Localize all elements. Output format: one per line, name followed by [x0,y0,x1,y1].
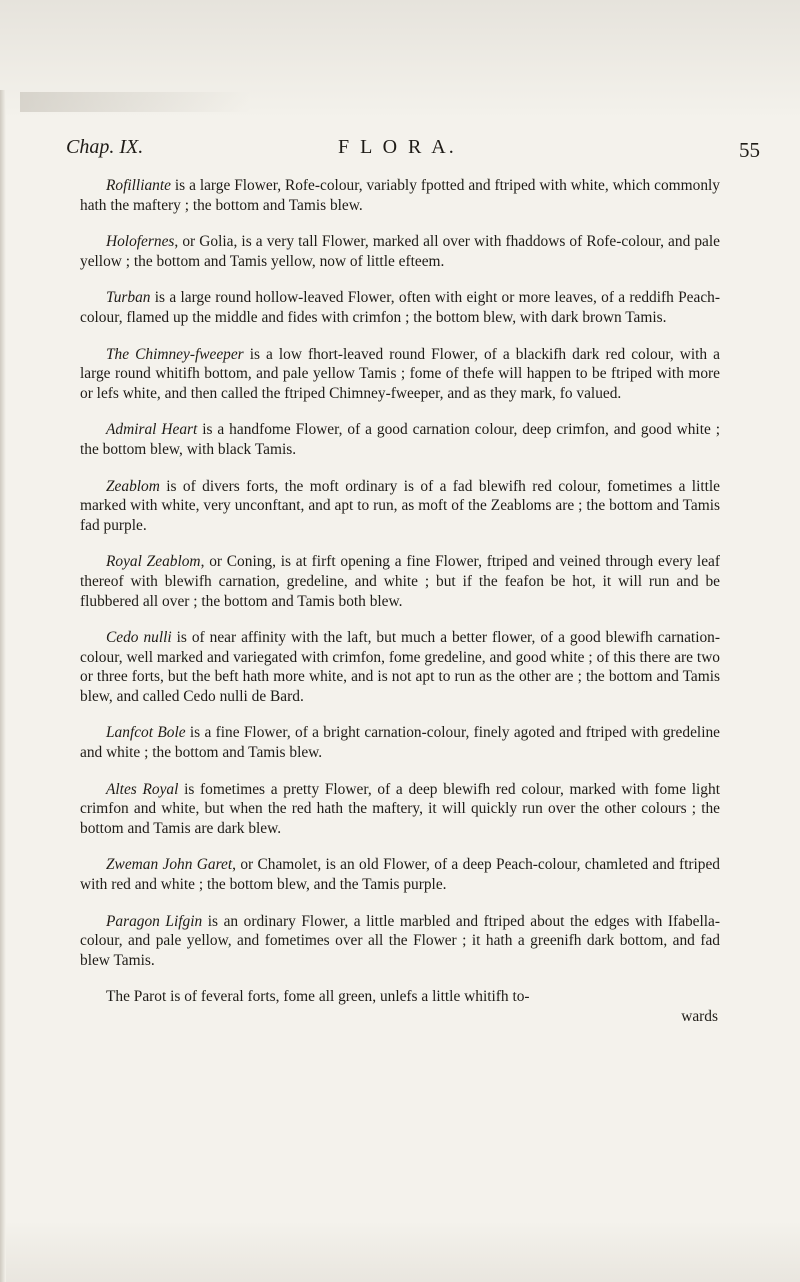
page-number: 55 [739,138,760,162]
page-gutter-shadow [0,90,6,1282]
entry-altes-royal [80,780,720,839]
entry-text: is an ordinary Flower, a little marbled and ftriped about the edges with Ifabella-colour, and pale yellow, and fometimes over all the Flower ; it hath a greenifh dark bottom, and fad blew Tamis. [80,912,720,969]
entry-paragon-lifgin [80,912,720,971]
entry-parot [80,987,720,1007]
entry-text: is a handfome Flower, of a good carnation colour, deep crimfon, and good white ; the bottom blew, with black Tamis. [80,421,721,458]
entry-text: , or Coning, is at firft opening a fine Flower, ftriped and veined through every leaf thereof with blewifh carnation, gredeline, and white ; but if the feafon be hot, it will run and be flubbered all over ; the bottom and Tamis both blew. [80,553,720,610]
entry-text: is a low fhort-leaved round Flower, of a blackifh dark red colour, with a large round whitifh bottom, and pale yellow Tamis ; fome of thefe will happen to be ftriped with more or lefs white, and then called the ftriped Chimney-fweeper, and as they mark, fo valued. [80,345,720,402]
entry-holofernes [80,232,720,271]
entry-cedo-nulli [80,628,720,706]
entry-chimney-sweeper [80,345,720,404]
entry-text: is a fine Flower, of a bright carnation-colour, finely agoted and ftriped with gredeline and white ; the bottom and Tamis blew. [80,724,720,762]
entry-text: is a large round hollow-leaved Flower, often with eight or more leaves, of a reddifh Peach-colour, flamed up the middle and fides with crimfon ; the bottom blew, with dark brown Tamis. [80,289,720,326]
entry-text: is of near affinity with the laft, but much a better flower, of a good blewifh carnation-colour, well marked and variegated with crimfon, fome gredeline, and good white ; of this there are two or three forts, but the beft hath more white, and is not apt to run as the other are ; the bottom and Tamis blew, and called Cedo nulli de Bard. [80,629,720,705]
ink-smudge [20,92,250,112]
entry-text: is of feveral forts, fome all green, unlefs a little whitifh to- [166,988,530,1006]
entry-name: Altes Royal [106,780,179,798]
entry-name: Lanfcot Bole [106,724,186,742]
entry-name: The Chimney-fweeper [106,345,244,363]
entry-name: Rofilliante [106,177,171,194]
entry-name: The Parot [106,988,167,1006]
running-title: F L O R A. [338,136,457,158]
entry-text: , or Chamolet, is an old Flower, of a deep Peach-colour, chamleted and ftriped with red and white ; the bottom blew, and the Tamis purple. [80,856,720,894]
entry-text: is of divers forts, the moft ordinary is of a fad blewifh red colour, fometimes a little marked with white, very unconftant, and apt to run, as moft of the Zeabloms are ; the bottom and Tamis fad purple. [80,477,720,534]
entry-rofilliante [80,176,720,215]
catchword: wards [681,1008,718,1025]
chapter-label: Chap. IX. [66,136,144,158]
running-header [66,136,766,166]
entry-name: Admiral Heart [106,421,198,439]
entry-name: Holofernes [106,233,175,251]
entry-lanfcot-bole [80,723,720,762]
entry-zweman-john-garet [80,855,720,894]
entry-text: is a large Flower, Rofe-colour, variably fpotted and ftriped with white, which commonly hath the maftery ; the bottom and Tamis blew. [80,177,720,214]
entry-turban [80,288,720,327]
entry-zeablom [80,477,720,536]
entry-name: Zweman John Garet [106,856,233,874]
entry-name: Paragon Lifgin [106,912,203,930]
page-body [80,176,720,1027]
entry-name: Cedo nulli [106,629,172,647]
entry-name: Royal Zeablom [106,553,201,571]
entry-text: is fometimes a pretty Flower, of a deep blewifh red colour, marked with fome light crimfon and white, but when the red hath the maftery, it will quickly run over the other colours ; the bottom and Tamis are dark blew. [80,780,720,837]
entry-text: , or Golia, is a very tall Flower, marked all over with fhaddows of Rofe-colour, and pale yellow ; the bottom and Tamis yellow, now of little efteem. [80,233,720,270]
entry-name: Zeablom [106,477,160,495]
entry-admiral-heart [80,420,720,459]
entry-royal-zeablom [80,552,720,611]
entry-name: Turban [106,289,151,307]
